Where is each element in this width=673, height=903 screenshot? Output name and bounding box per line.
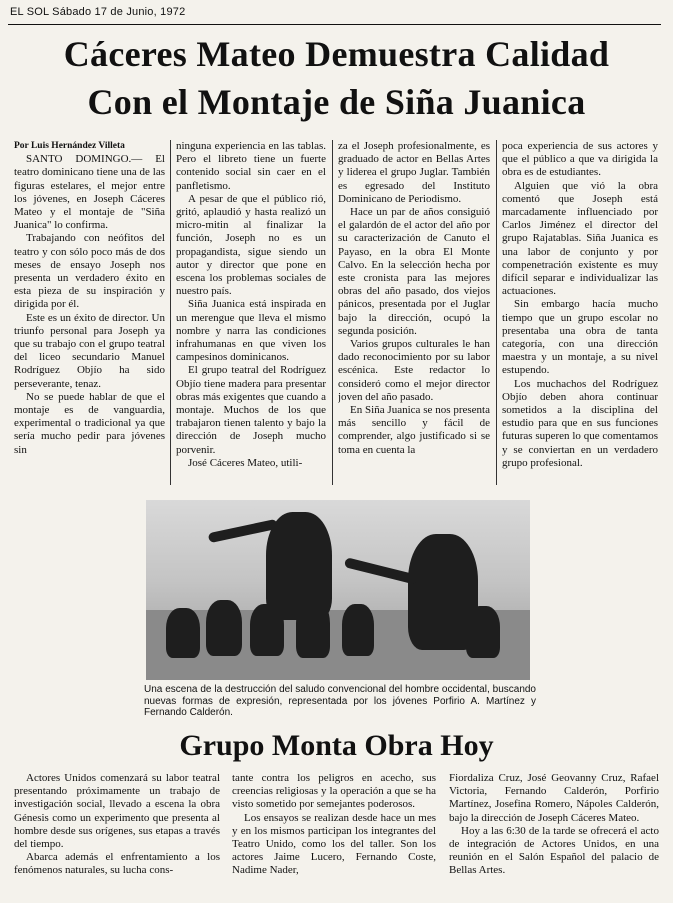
article-column-3 [338,140,490,485]
column-rule [170,140,171,485]
dancer-right [408,534,478,650]
byline: Por Luis Hernández Villeta [14,141,125,151]
column-rule [332,140,333,485]
paragraph: Abarca además el enfrentamiento a los fenómenos naturales, su lucha cons- [14,851,220,877]
dancer-right-arm [344,557,418,585]
photo-figure [166,608,200,658]
paragraph: ninguna experiencia en las tablas. Pero el libreto tiene un fuerte contenido social sin caer en el panfletismo. [176,140,326,192]
paragraph: A pesar de que el público rió, gritó, aplaudió y hasta realizó un micro-mitin al finalizar la función, Joseph no es un propagandista, sigue siendo un autor y director que pone en escena los problemas sociales de nuestro país. [176,192,326,298]
masthead: EL SOL Sábado 17 de Junio, 1972 [10,6,186,18]
headline-line-2: Con el Montaje de Siña Juanica [87,82,586,122]
paragraph: Fiordaliza Cruz, José Geovanny Cruz, Rafael Victoria, Fernando Calderón, Porfirio Martínez, Josefina Romero, Nápoles Calderón, bajo la dirección de Joseph Cáceres Mateo. [449,772,659,824]
article-column-2 [176,140,326,485]
paragraph: Los ensayos se realizan desde hace un mes y en los mismos participan los integrantes del Teatro Unido, como los del taller. Son los actores Jaime Lucero, Fernando Coste, Nadime Nader, [232,811,436,877]
photo-caption: Una escena de la destrucción del saludo convencional del hombre occidental, buscando nuevas formas de expresión, representada por los jóvenes Porfirio A. Martínez y Fernando Calderón. [144,684,536,718]
paragraph: za el Joseph profesionalmente, es graduado de actor en Bellas Artes y liderea el grupo Juglar. También es egresado del Instituto Dominicano de Periodismo. [338,140,490,205]
paragraph: El grupo teatral del Rodríguez Objío tiene madera para presentar obras más exigentes que cuando a montaje. Muchos de los que trabajaron tienen talento y bajo la dirección de Joseph mucho porvenir. [176,364,326,456]
paragraph: tante contra los peligros en acecho, sus creencias religiosas y la operación a que se ha visto sometido por semejantes poderosos. [232,772,436,811]
article2-column-1 [14,772,220,900]
article-column-1 [14,140,165,485]
paragraph: Varios grupos culturales le han dado reconocimiento por su labor escénica. Este redactor lo consideró como el mejor director joven del año pasado. [338,338,490,403]
article2-column-3 [449,772,659,900]
paragraph: Actores Unidos comenzará su labor teatral presentando próximamente un trabajo de investigación social, llevado a escena la obra Génesis como un experimento que presenta al hombre desde sus orígenes, sus etapas a través del tiempo. [14,772,220,851]
paragraph: Trabajando con neófitos del teatro y con sólo poco más de dos meses de ensayo Joseph nos presenta un verdadero éxito en esta pieza de su inspiración y dirigida por él. [14,232,165,311]
paragraph: Los muchachos del Rodríguez Objío deben ahora continuar sometidos a la disciplina del estudio para que en sus funciones futuras superen lo que comentamos y se conviertan en un verdadero grupo profesional. [502,377,658,469]
photo-figure [206,600,242,656]
paragraph: Este es un éxito de director. Un triunfo personal para Joseph ya que su trabajo con el grupo teatral del liceo secundario Manuel Rodríguez Objío ha sido perseverante, tenaz. [14,311,165,390]
column-rule [496,140,497,485]
stage-photo [146,500,530,680]
headline-line-1: Cáceres Mateo Demuestra Calidad [63,34,610,74]
paragraph: Hace un par de años consiguió el galardón de el actor del año por su caracterización de Canuto el Payaso, en la obra El Monte Calvo. En la selección hecha por este cronista para las mejores obras del año pasado, dos viejos pánicos, presentada por el Juglar bajo la dirección, ocupó la segunda posición. [338,206,490,337]
paragraph: Alguien que vió la obra comentó que Joseph está marcadamente influenciado por Carlos Jiménez el director del grupo Rajatablas. Siña Juanica es una labor de conjunto y por compenetración existente es muy difícil separar e individualizar las actuaciones. [502,179,658,298]
photo-figure [342,604,374,656]
article2-column-2 [232,772,436,900]
paragraph: poca experiencia de sus actores y que el público a que va dirigida la obra es de estudiantes. [502,140,658,179]
paragraph: Hoy a las 6:30 de la tarde se ofrecerá el acto de integración de Actores Unidos, en una reunión en el Salón Español del palacio de Bellas Artes. [449,824,659,877]
paragraph: Sin embargo hacía mucho tiempo que un grupo escolar no presentaba una obra de tanta categoría, con una dirección maestra y un montaje, a su nivel estupendo. [502,298,658,377]
paragraph: José Cáceres Mateo, utili- [188,456,303,469]
paragraph: SANTO DOMINGO.— El teatro dominicano tiene una de las figuras estelares, el mejor entre los jóvenes, en Joseph Cáceres Mateo y el montaje de "Siña Juanica" lo confirma. [14,153,165,232]
paragraph: No se puede hablar de que el montaje es de vanguardia, experimental o tradicional ya que sería mucho pedir para jóvenes sin [14,390,165,456]
article-column-4 [502,140,658,485]
article2-headline: Grupo Monta Obra Hoy [179,729,494,762]
paragraph: En Siña Juanica se nos presenta más sencillo y fácil de comprender, algo justificado si se toma en cuenta la [338,404,490,456]
paragraph: Siña Juanica está inspirada en un merengue que lleva el mismo nombre y narra las condiciones infrahumanas en que viven los campesinos dominicanos. [176,298,326,364]
article-headline [0,30,673,126]
